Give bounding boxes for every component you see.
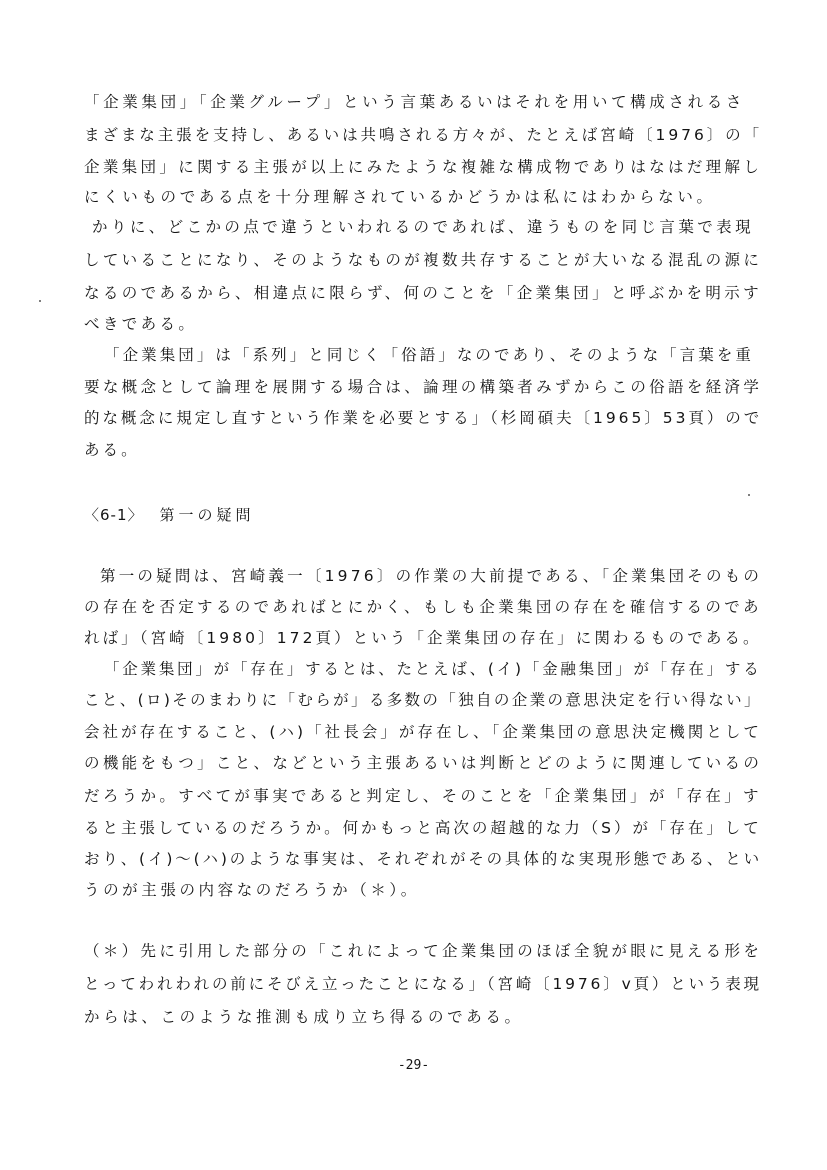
text-line: 的な概念に規定し直すという作業を必要とする」（杉岡碩夫〔1965〕53頁）ので: [84, 409, 763, 427]
page-number: -29-: [397, 1058, 430, 1073]
scan-speck: [748, 494, 750, 496]
text-line: かりに、どこかの点で違うといわれるのであれば、違うものを同じ言葉で表現: [92, 218, 755, 236]
text-line: にくいものである点を十分理解されているかどうかは私にはわからない。: [84, 188, 716, 206]
text-line: 企業集団」に関する主張が以上にみたような複雑な構成物でありはなはだ理解し: [84, 158, 763, 176]
text-line: 「企業集団」は「系列」と同じく「俗語」なのであり、そのような「言葉を重: [104, 346, 755, 364]
text-line: ある。: [84, 441, 140, 459]
text-line: なるのであるから、相違点に限らず、何のことを「企業集団」と呼ぶかを明示す: [84, 284, 762, 302]
text-line: 会社が存在すること、(ハ)「社長会」が存在し、「企業集団の意思決定機関として: [84, 723, 762, 741]
footnote-line: とってわれわれの前にそびえ立ったことになる」（宮崎〔1976〕ⅴ頁）という表現: [84, 975, 762, 993]
section-number: 〈6-1〉: [84, 506, 144, 524]
text-line: うのが主張の内容なのだろうか（＊）。: [84, 881, 420, 899]
text-line: していることになり、そのようなものが複数共存することが大いなる混乱の源に: [84, 251, 763, 269]
scan-speck: [39, 300, 41, 302]
text-line: れば」（宮崎〔1980〕172頁）という「企業集団の存在」に関わるものである。: [84, 629, 762, 647]
text-line: だろうか。すべてが事実であると判定し、そのことを「企業集団」が「存在」す: [84, 787, 762, 805]
text-line: 「企業集団」が「存在」するとは、たとえば、(イ)「金融集団」が「存在」する: [104, 660, 762, 678]
text-line: おり、(イ)～(ハ)のような事実は、それぞれがその具体的な実現形態である、とい: [84, 850, 762, 868]
text-line: 要な概念として論理を展開する場合は、論理の構築者みずからこの俗語を経済学: [84, 378, 763, 396]
section-heading: [84, 505, 255, 525]
text-line: 第一の疑問は、宮崎義一〔1976〕の作業の大前提である、「企業集団そのもの: [100, 567, 763, 585]
footnote-line: （＊）先に引用した部分の「これによって企業集団のほぼ全貌が眼に見える形を: [84, 942, 763, 960]
section-title: 第一の疑問: [159, 506, 255, 524]
text-line: べきである。: [84, 315, 198, 333]
text-line: 「企業集団」「企業グループ」という言葉あるいはそれを用いて構成されるさ: [84, 93, 746, 111]
text-line: の機能をもつ」こと、などという主張あるいは判断とどのように関連しているの: [84, 754, 763, 772]
text-line: の存在を否定するのであればとにかく、もしも企業集団の存在を確信するのであ: [84, 598, 762, 616]
text-line: まざまな主張を支持し、あるいは共鳴される方々が、たとえば宮崎〔1976〕の「: [84, 126, 763, 144]
text-line: ると主張しているのだろうか。何かもっと高次の超越的な力（S）が「存在」して: [84, 819, 762, 837]
footnote-line: からは、このような推測も成り立ち得るのである。: [84, 1008, 524, 1026]
text-line: こと、(ロ)そのまわりに「むらが」る多数の「独自の企業の意思決定を行い得ない」: [84, 691, 762, 709]
